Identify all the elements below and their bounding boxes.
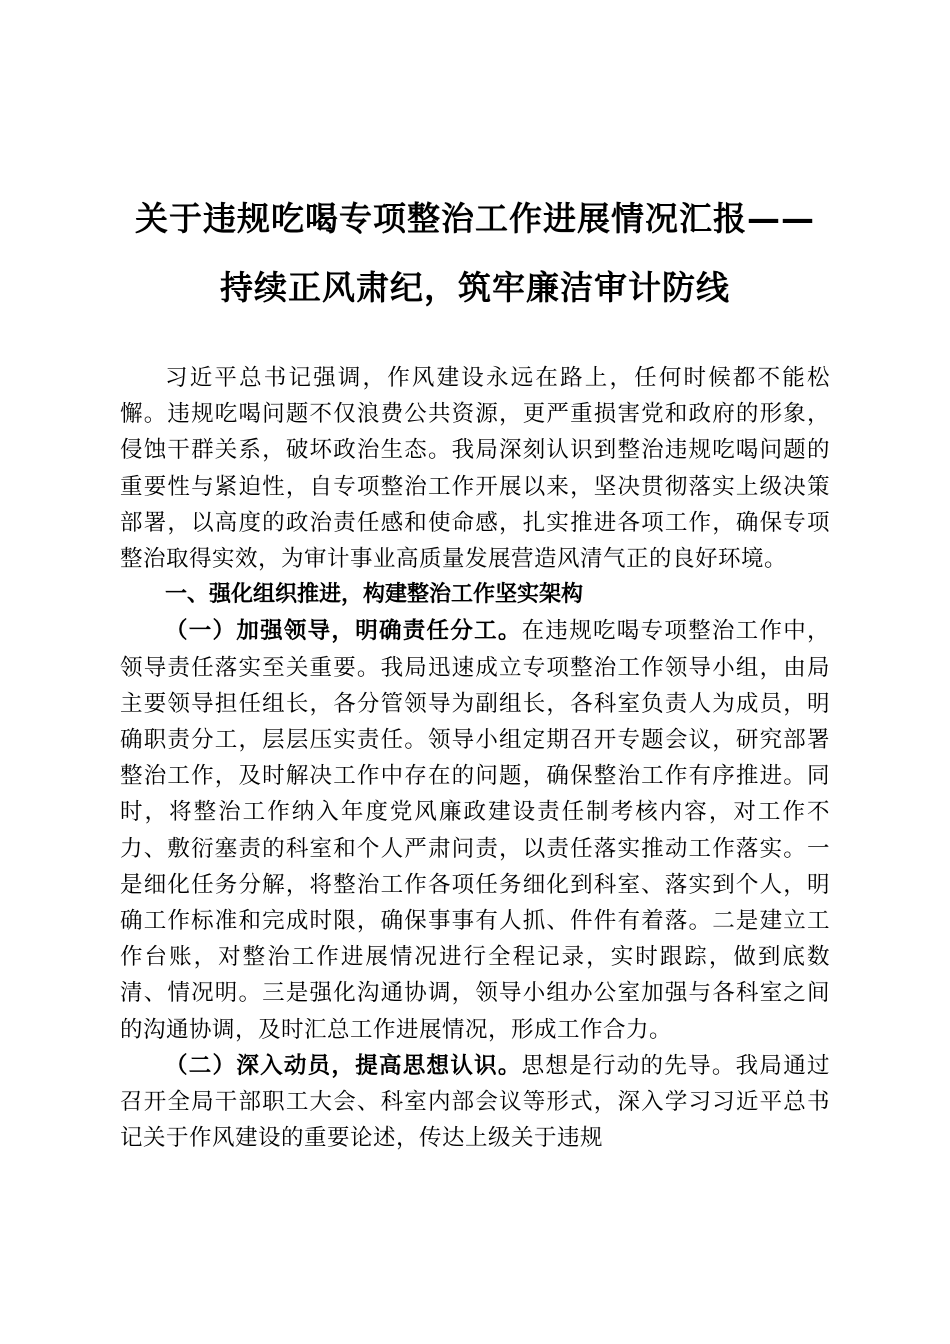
subsection-1-body: 在违规吃喝专项整治工作中，领导责任落实至关重要。我局迅速成立专项整治工作领导小组，由局主要领导担任组长，各分管领导为副组长，各科室负责人为成员，明确职责分工，层层压实责任。领导小组定期召开专题会议，研究部署整治工作，及时解决工作中存在的问题，确保整治工作有序推进。同时，将整治工作纳入年度党风廉政建设责任制考核内容，对工作不力、敷衍塞责的科室和个人严肃问责，以责任落实推动工作落实。一是细化任务分解，将整治工作各项任务细化到科室、落实到个人，明确工作标准和完成时限，确保事事有人抓、件件有着落。二是建立工作台账，对整治工作进展情况进行全程记录，实时跟踪，做到底数清、情况明。三是强化沟通协调，领导小组办公室加强与各科室之间的沟通协调，及时汇总工作进展情况，形成工作合力。 [120, 618, 830, 1043]
subsection-1-lead: （一）加强领导，明确责任分工。 [165, 618, 522, 645]
subsection-2-lead: （二）深入动员，提高思想认识。 [165, 1052, 522, 1079]
subsection-2-body: 思想是行动的先导。我局通过召开全局干部职工大会、科室内部会议等形式，深入学习习近平总书记关于作风建设的重要论述，传达上级关于违规 [120, 1052, 830, 1152]
section-1-heading: 一、强化组织推进，构建整治工作坚实架构 [165, 582, 584, 608]
intro-paragraph: 习近平总书记强调，作风建设永远在路上，任何时候都不能松懈。违规吃喝问题不仅浪费公共资源，更严重损害党和政府的形象，侵蚀干群关系，破坏政治生态。我局深刻认识到整治违规吃喝问题的重要性与紧迫性，自专项整治工作开展以来，坚决贯彻落实上级决策部署，以高度的政治责任感和使命感，扎实推进各项工作，确保专项整治取得实效，为审计事业高质量发展营造风清气正的良好环境。 [120, 365, 830, 573]
document-title-line-2: 持续正风肃纪，筑牢廉洁审计防线 [220, 268, 730, 307]
subsection-2-paragraph [120, 1048, 830, 1157]
subsection-1-paragraph [120, 613, 830, 1047]
document-body [120, 360, 830, 1156]
document-title-line-1: 关于违规吃喝专项整治工作进展情况汇报—— [135, 199, 815, 238]
